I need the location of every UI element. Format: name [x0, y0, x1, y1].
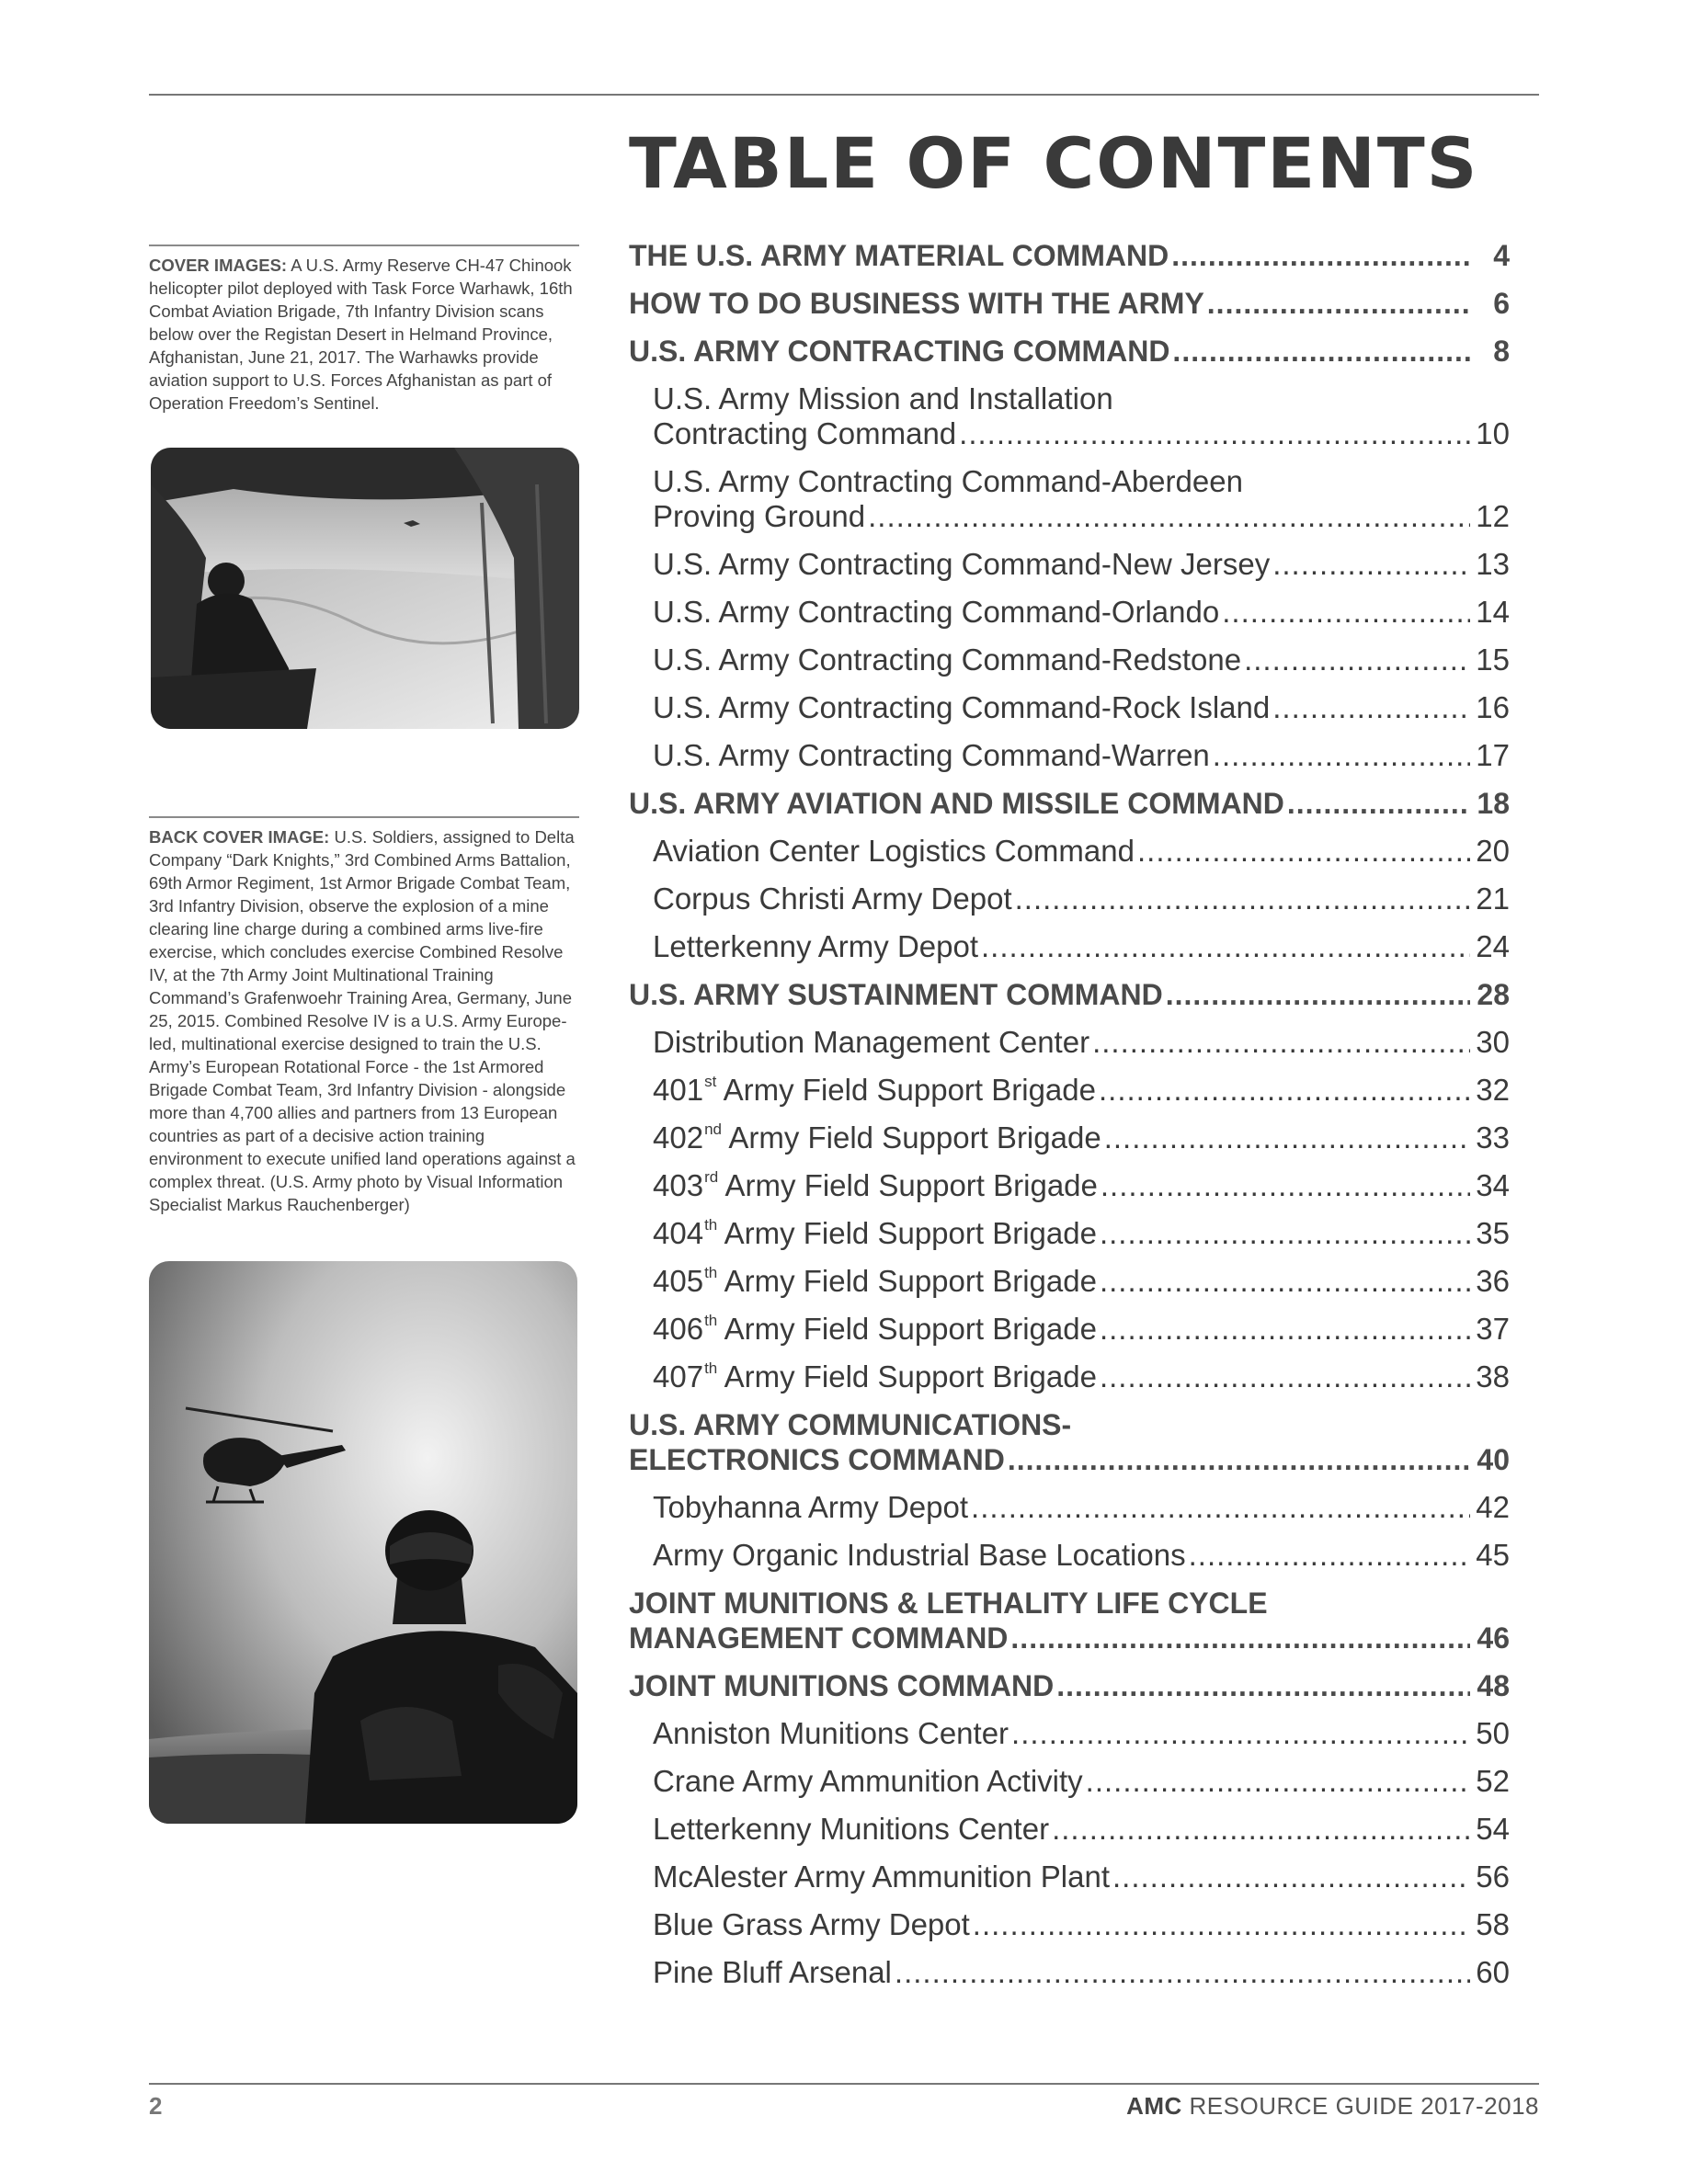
dot-leader: [1166, 977, 1470, 1012]
toc-entry[interactable]: [629, 1401, 1510, 1484]
ordinal-suffix: st: [704, 1073, 717, 1090]
toc-entry-label: Army Field Support Brigade: [717, 1216, 1097, 1250]
dot-leader: [1213, 738, 1470, 773]
toc-subentry[interactable]: [629, 1066, 1510, 1114]
dot-leader: [1172, 334, 1470, 369]
dot-leader: [1100, 1264, 1470, 1299]
dot-leader: [1008, 1442, 1470, 1477]
dot-leader: [1171, 238, 1470, 273]
dot-leader: [895, 1955, 1470, 1990]
dot-leader: [1052, 1812, 1470, 1847]
ordinal-suffix: nd: [704, 1120, 722, 1138]
page-number: 2: [149, 2092, 163, 2120]
toc-entry-label: U.S. ARMY AVIATION AND MISSILE COMMAND: [629, 787, 1284, 820]
toc-subentry[interactable]: [629, 1484, 1510, 1531]
ordinal-suffix: rd: [704, 1168, 719, 1186]
toc-subentry[interactable]: [629, 1018, 1510, 1066]
toc-entry-page: 60: [1476, 1955, 1510, 1989]
ordinal-suffix: th: [704, 1264, 718, 1281]
toc-entry[interactable]: [629, 1662, 1510, 1710]
toc-subentry[interactable]: [629, 1305, 1510, 1353]
dot-leader: [1189, 1538, 1470, 1573]
top-rule: [149, 94, 1539, 96]
dot-leader: [1100, 1312, 1470, 1347]
brigade-number: 404: [653, 1216, 704, 1250]
dot-leader: [1137, 834, 1470, 869]
toc-subentry[interactable]: [629, 1257, 1510, 1305]
dot-leader: [1011, 1716, 1470, 1751]
toc-entry-label: HOW TO DO BUSINESS WITH THE ARMY: [629, 287, 1204, 320]
toc-entry-label-line1: JOINT MUNITIONS & LETHALITY LIFE CYCLE: [629, 1587, 1268, 1620]
toc-entry-page: 45: [1476, 1538, 1510, 1572]
toc-entry-label: Army Field Support Brigade: [718, 1168, 1098, 1202]
caption-text: A U.S. Army Reserve CH-47 Chinook helicopter pilot deployed with Task Force Warhawk, 16th Combat Aviation Brigade, 7th Infantry Division scans below over the Registan Desert in Helmand Province, Afghanistan, June 21, 2017. The Warhawks provide aviation support to U.S. Forces Afghanistan as part of Operation Freedom’s Sentinel.: [149, 256, 573, 413]
brigade-number: 402: [653, 1120, 704, 1155]
caption-label: COVER IMAGES:: [149, 256, 288, 275]
dot-leader: [1104, 1120, 1470, 1155]
toc-entry[interactable]: [629, 327, 1510, 375]
page-title: TABLE OF CONTENTS: [629, 122, 1479, 204]
dot-leader: [1100, 1216, 1470, 1251]
toc-entry-label-line1: U.S. Army Contracting Command-Aberdeen: [653, 464, 1243, 498]
toc-subentry[interactable]: [629, 636, 1510, 684]
toc-subentry[interactable]: [629, 1901, 1510, 1949]
dot-leader: [1101, 1168, 1470, 1203]
caption-text: U.S. Soldiers, assigned to Delta Company “Dark Knights,” 3rd Combined Arms Battalion, 69th Armor Regiment, 1st Armor Brigade Combat Team, 3rd Infantry Division, observe the explosion of a mine clearing line charge during a combined arms live-fire exercise, which concludes exercise Combined Resolve IV, at the 7th Army Joint Multinational Training Command’s Grafenwoehr Training Area, Germany, June 25, 2015. Combined Resolve IV is a U.S. Army Europe-led, multinational exercise designed to train the U.S. Army’s European Rotational Force - the 1st Armored Brigade Combat Team, 3rd Infantry Division - alongside more than 4,700 allies and partners from 13 European countries as part of a decisive action training environment to execute unified land operations against a complex threat. (U.S. Army photo by Visual Information Specialist Markus Rauchenberger): [149, 827, 576, 1214]
dot-leader: [1222, 595, 1470, 630]
toc-entry-label: Distribution Management Center: [653, 1025, 1090, 1059]
toc-subentry[interactable]: [629, 588, 1510, 636]
toc-entry-label: Army Organic Industrial Base Locations: [653, 1538, 1186, 1572]
toc-subentry[interactable]: [629, 1531, 1510, 1579]
toc-entry-label: Tobyhanna Army Depot: [653, 1490, 969, 1524]
toc-entry-label: Anniston Munitions Center: [653, 1716, 1009, 1750]
brigade-number: 407: [653, 1359, 704, 1393]
toc-entry-page: 13: [1476, 547, 1510, 581]
toc-subentry[interactable]: [629, 684, 1510, 732]
toc-entry-page: 18: [1477, 787, 1510, 820]
toc-entry[interactable]: [629, 1579, 1510, 1662]
toc-entry-label: THE U.S. ARMY MATERIAL COMMAND: [629, 239, 1169, 272]
toc-entry-label: Proving Ground: [653, 499, 866, 533]
toc-entry-page: 48: [1477, 1669, 1510, 1702]
back-cover-image-caption: [149, 820, 579, 1216]
toc-subentry[interactable]: [629, 1114, 1510, 1162]
toc-entry-page: 36: [1476, 1264, 1510, 1298]
dot-leader: [1015, 882, 1470, 916]
toc-entry-page: 12: [1476, 499, 1510, 533]
dot-leader: [1112, 1860, 1470, 1894]
caption-label: BACK COVER IMAGE:: [149, 827, 330, 847]
toc-entry-label: U.S. Army Contracting Command-Orlando: [653, 595, 1220, 629]
toc-entry-label: Army Field Support Brigade: [721, 1120, 1101, 1155]
toc-entry-label: Blue Grass Army Depot: [653, 1907, 970, 1941]
toc-entry-page: 50: [1476, 1716, 1510, 1750]
toc-entry-label: JOINT MUNITIONS COMMAND: [629, 1669, 1055, 1702]
toc-subentry[interactable]: [629, 1949, 1510, 1996]
dot-leader: [1056, 1668, 1470, 1703]
toc-entry-page: 20: [1476, 834, 1510, 868]
toc-entry-label: U.S. Army Contracting Command-Redstone: [653, 643, 1242, 677]
toc-entry-page: 40: [1477, 1443, 1510, 1476]
toc-subentry[interactable]: [629, 1853, 1510, 1901]
brigade-number: 401: [653, 1073, 704, 1107]
toc-subentry[interactable]: [629, 875, 1510, 923]
dot-leader: [1287, 786, 1470, 821]
dot-leader: [1099, 1073, 1470, 1108]
toc-entry-label: Contracting Command: [653, 416, 957, 450]
toc-entry-page: 28: [1477, 978, 1510, 1011]
toc-entry-page: 32: [1476, 1073, 1510, 1107]
toc-entry-page: 34: [1476, 1168, 1510, 1202]
toc-entry-label-line1: U.S. ARMY COMMUNICATIONS-: [629, 1408, 1072, 1441]
toc-subentry[interactable]: [629, 1210, 1510, 1257]
toc-entry-label: ELECTRONICS COMMAND: [629, 1443, 1005, 1476]
toc-entry[interactable]: [629, 232, 1510, 279]
toc-entry-page: 52: [1476, 1764, 1510, 1798]
toc-entry-label: Aviation Center Logistics Command: [653, 834, 1135, 868]
toc-entry-page: 15: [1476, 643, 1510, 677]
brigade-number: 405: [653, 1264, 704, 1298]
bottom-rule: [149, 2083, 1539, 2085]
table-of-contents: [629, 232, 1510, 1996]
toc-subentry[interactable]: [629, 923, 1510, 971]
toc-subentry[interactable]: [629, 1710, 1510, 1757]
dot-leader: [981, 929, 1470, 964]
dot-leader: [973, 1907, 1470, 1942]
cover-helicopter-photo: [151, 448, 579, 729]
toc-subentry[interactable]: [629, 1353, 1510, 1401]
toc-entry[interactable]: [629, 779, 1510, 827]
toc-subentry[interactable]: [629, 540, 1510, 588]
toc-entry-label: U.S. Army Contracting Command-New Jersey: [653, 547, 1271, 581]
dot-leader: [1272, 547, 1470, 582]
footer-brand: AMC: [1126, 2092, 1182, 2120]
toc-entry-label: U.S. ARMY CONTRACTING COMMAND: [629, 335, 1170, 368]
toc-entry-page: 38: [1476, 1359, 1510, 1393]
dot-leader: [1010, 1621, 1470, 1655]
toc-entry-label: McAlester Army Ammunition Plant: [653, 1860, 1110, 1894]
toc-subentry[interactable]: [629, 732, 1510, 779]
toc-entry[interactable]: [629, 971, 1510, 1018]
caption-rule: [149, 816, 579, 818]
ordinal-suffix: th: [704, 1216, 718, 1234]
toc-subentry[interactable]: [629, 458, 1510, 540]
toc-entry-page: 56: [1476, 1860, 1510, 1894]
toc-entry-page: 16: [1476, 690, 1510, 724]
toc-entry-label: Army Field Support Brigade: [716, 1073, 1096, 1107]
toc-entry-page: 6: [1493, 287, 1510, 320]
dot-leader: [1092, 1025, 1470, 1060]
toc-entry-label: Corpus Christi Army Depot: [653, 882, 1012, 916]
dot-leader: [959, 416, 1470, 451]
toc-entry-page: 30: [1476, 1025, 1510, 1059]
dot-leader: [1244, 643, 1470, 677]
brigade-number: 403: [653, 1168, 704, 1202]
dot-leader: [1207, 286, 1470, 321]
toc-entry-page: 42: [1476, 1490, 1510, 1524]
dot-leader: [868, 499, 1470, 534]
brigade-number: 406: [653, 1312, 704, 1346]
toc-entry[interactable]: [629, 279, 1510, 327]
toc-entry-page: 24: [1476, 929, 1510, 963]
toc-entry-label: Letterkenny Army Depot: [653, 929, 979, 963]
toc-subentry[interactable]: [629, 1162, 1510, 1210]
toc-subentry[interactable]: [629, 1757, 1510, 1805]
footer-publication-title: [1126, 2092, 1539, 2121]
cover-image-caption: [149, 248, 579, 415]
toc-entry-label: Crane Army Ammunition Activity: [653, 1764, 1083, 1798]
toc-entry-page: 17: [1476, 738, 1510, 772]
toc-entry-page: 35: [1476, 1216, 1510, 1250]
toc-entry-label: Army Field Support Brigade: [717, 1264, 1097, 1298]
dot-leader: [1272, 690, 1470, 725]
toc-entry-page: 54: [1476, 1812, 1510, 1846]
toc-subentry[interactable]: [629, 1805, 1510, 1853]
toc-entry-label: Pine Bluff Arsenal: [653, 1955, 892, 1989]
toc-subentry[interactable]: [629, 375, 1510, 458]
toc-subentry[interactable]: [629, 827, 1510, 875]
toc-entry-label-line1: U.S. Army Mission and Installation: [653, 381, 1113, 415]
toc-entry-label: Army Field Support Brigade: [717, 1359, 1097, 1393]
toc-entry-label: U.S. Army Contracting Command-Rock Island: [653, 690, 1271, 724]
dot-leader: [1100, 1359, 1470, 1394]
ordinal-suffix: th: [704, 1359, 718, 1377]
back-cover-soldier-photo: [149, 1261, 577, 1824]
dot-leader: [1086, 1764, 1470, 1799]
toc-entry-page: 14: [1476, 595, 1510, 629]
ordinal-suffix: th: [704, 1312, 718, 1329]
footer-title-text: RESOURCE GUIDE 2017-2018: [1181, 2092, 1539, 2120]
toc-entry-page: 21: [1476, 882, 1510, 916]
toc-entry-label: Army Field Support Brigade: [717, 1312, 1097, 1346]
toc-entry-page: 33: [1476, 1120, 1510, 1155]
dot-leader: [971, 1490, 1470, 1525]
toc-entry-page: 4: [1493, 239, 1510, 272]
toc-entry-label: Letterkenny Munitions Center: [653, 1812, 1050, 1846]
toc-entry-page: 10: [1476, 416, 1510, 450]
caption-rule: [149, 245, 579, 246]
toc-entry-page: 8: [1493, 335, 1510, 368]
toc-entry-page: 46: [1477, 1621, 1510, 1655]
toc-entry-label: U.S. Army Contracting Command-Warren: [653, 738, 1210, 772]
toc-entry-label: MANAGEMENT COMMAND: [629, 1621, 1009, 1655]
toc-entry-page: 58: [1476, 1907, 1510, 1941]
toc-entry-label: U.S. ARMY SUSTAINMENT COMMAND: [629, 978, 1163, 1011]
toc-entry-page: 37: [1476, 1312, 1510, 1346]
